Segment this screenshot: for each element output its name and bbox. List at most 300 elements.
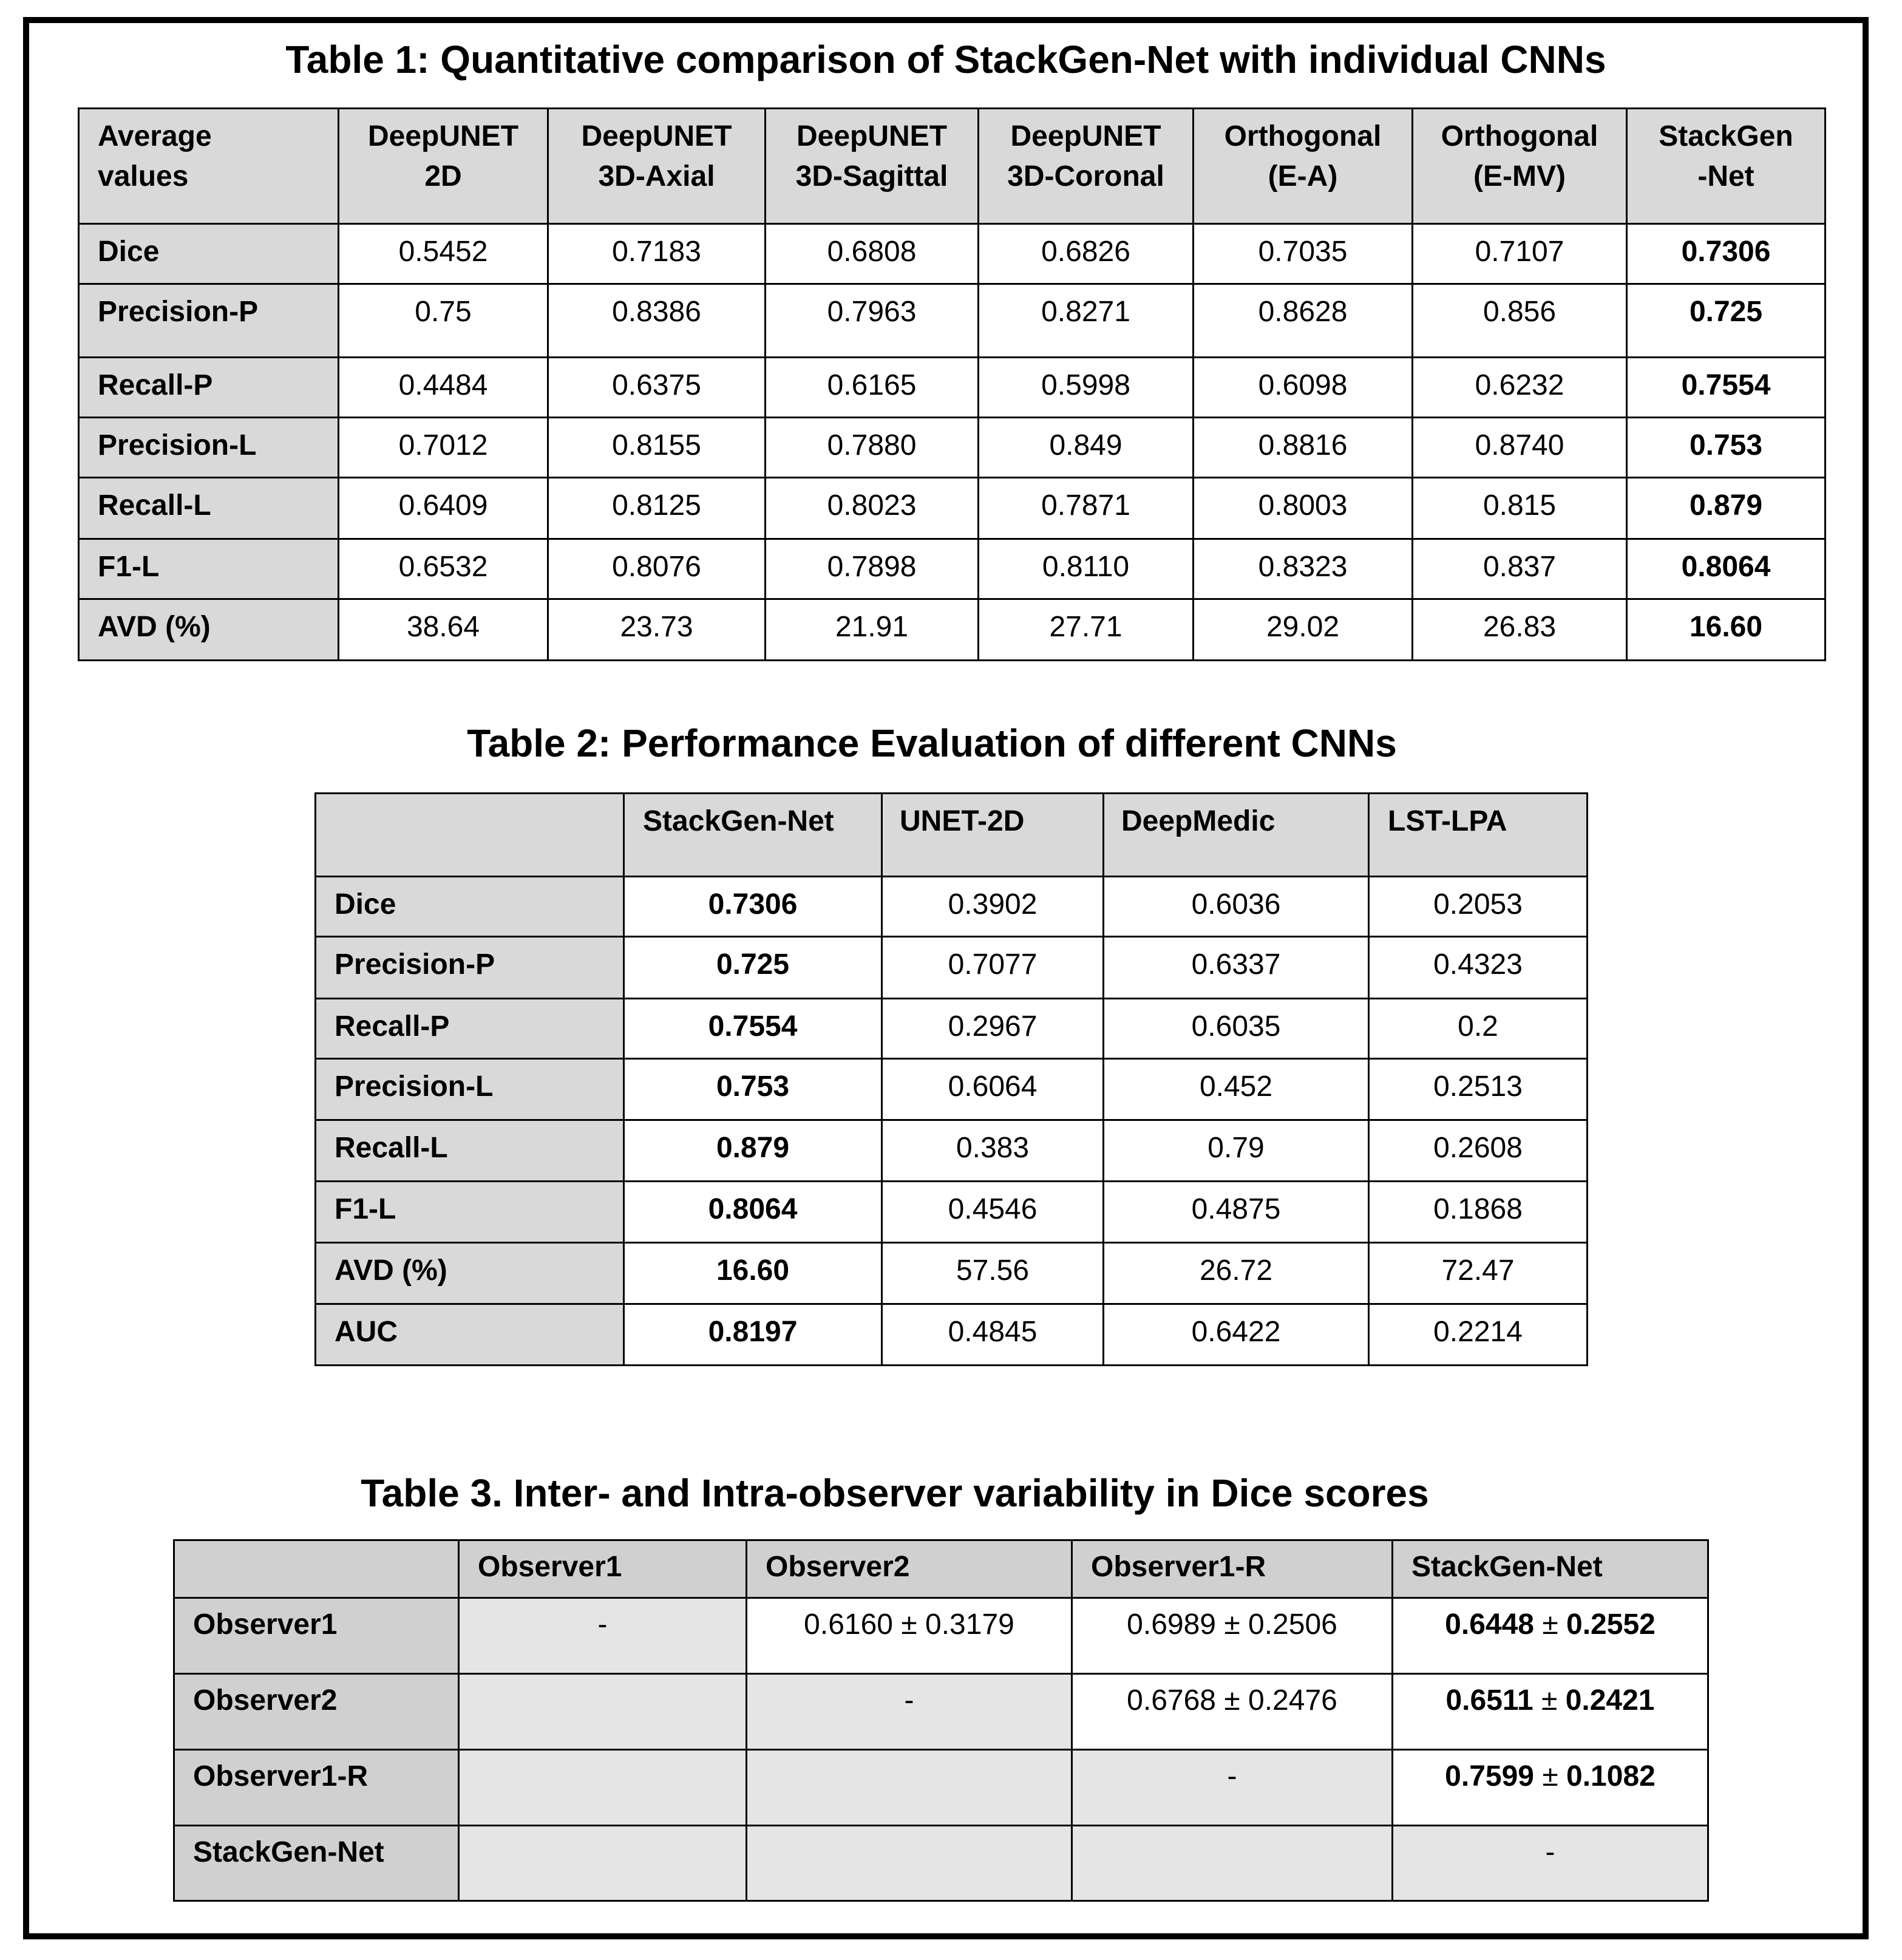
plus-minus-symbol: ±	[1224, 1608, 1240, 1641]
table3-empty-cell	[747, 1750, 1072, 1826]
cell-value: 0.8628	[1258, 296, 1348, 328]
table1-cell	[1194, 539, 1413, 599]
cell-value: 16.60	[1689, 611, 1763, 643]
cell-value: 0.7077	[948, 948, 1038, 981]
table2-cell	[1104, 1059, 1369, 1120]
cell-value: 0.725	[1689, 296, 1763, 328]
cell-value: 0.2967	[948, 1010, 1038, 1043]
cell-value: 0.753	[716, 1070, 790, 1103]
row-label-text: Precision-L	[98, 429, 257, 461]
table2-row-label	[316, 1059, 624, 1120]
cell-value: 0.6098	[1258, 369, 1348, 401]
cell-value: 0.815	[1483, 489, 1557, 522]
header-line: 3D-Axial	[598, 160, 715, 192]
table2-cell	[882, 1304, 1104, 1366]
row-label-text: Dice	[98, 236, 160, 268]
cell-value: 0.7554	[1681, 369, 1771, 401]
table1-cell	[1413, 224, 1627, 284]
cell-value: 0.1868	[1433, 1193, 1523, 1225]
table2-cell	[1104, 1243, 1369, 1304]
table1-row	[79, 418, 1826, 478]
table3-cell	[1072, 1598, 1393, 1674]
cell-value: 0.8003	[1258, 489, 1348, 522]
cell-value: 0.849	[1049, 429, 1123, 461]
table1-row-label	[79, 224, 339, 284]
table1-col-header	[1627, 109, 1826, 224]
header-line: -Net	[1697, 160, 1754, 192]
cell-value: 0.4845	[948, 1316, 1038, 1348]
table1-cell	[548, 599, 766, 661]
table3-title: Table 3. Inter- and Intra-observer variability in Dice scores	[361, 1471, 1429, 1515]
dash: -	[597, 1608, 608, 1641]
table1-cell	[1627, 284, 1826, 358]
table3-diagonal-cell	[747, 1674, 1072, 1750]
table1-row	[79, 284, 1826, 358]
table1-cell	[1413, 539, 1627, 599]
row-label-text: F1-L	[98, 551, 160, 583]
row-label-text: Recall-P	[335, 1010, 450, 1043]
sd-value: 0.2421	[1565, 1684, 1655, 1717]
dash: -	[1227, 1760, 1237, 1792]
table2-col-header: DeepMedic	[1104, 794, 1369, 877]
cell-value: 26.83	[1483, 611, 1557, 643]
sd-value: 0.2476	[1248, 1684, 1337, 1717]
table3-row	[174, 1750, 1708, 1826]
table2-cell	[1104, 1120, 1369, 1182]
table3-col-header: Observer1	[459, 1540, 747, 1598]
table3-row	[174, 1826, 1708, 1901]
table1-cell	[979, 599, 1194, 661]
table1-row-label	[79, 358, 339, 418]
row-label-text: Recall-P	[98, 369, 213, 401]
cell-value: 0.8323	[1258, 551, 1348, 583]
cell-value: 0.4484	[398, 369, 488, 401]
table2-cell	[624, 999, 882, 1059]
cell-value: 0.383	[956, 1132, 1030, 1164]
table2-cell	[624, 1120, 882, 1182]
cell-value: 0.8386	[612, 296, 701, 328]
cell-value: 0.2214	[1433, 1316, 1523, 1348]
header-line: StackGen	[1659, 120, 1793, 152]
table2-cell	[882, 1243, 1104, 1304]
plus-minus-symbol: ±	[1541, 1684, 1558, 1717]
row-label-text: Recall-L	[98, 489, 211, 522]
header-line: Orthogonal	[1224, 120, 1382, 152]
row-label-text: Precision-L	[335, 1070, 494, 1103]
table1-row	[79, 224, 1826, 284]
header-line: 3D-Sagittal	[795, 160, 948, 192]
table1-cell	[979, 478, 1194, 539]
cell-value: 27.71	[1049, 611, 1123, 643]
cell-value: 0.879	[716, 1132, 790, 1164]
table1-cell	[1194, 358, 1413, 418]
cell-value: 26.72	[1199, 1254, 1273, 1287]
table1-header-row	[79, 109, 1826, 224]
table2-cell	[624, 937, 882, 999]
table1-col-header	[979, 109, 1194, 224]
table1-cell	[339, 599, 548, 661]
table2-row-label	[316, 877, 624, 937]
table1-cell	[979, 418, 1194, 478]
table1-cell	[979, 539, 1194, 599]
plus-minus-symbol: ±	[1542, 1760, 1558, 1792]
sd-value: 0.2506	[1248, 1608, 1337, 1641]
cell-value: 0.2	[1458, 1010, 1498, 1043]
table1-cell	[548, 418, 766, 478]
table3	[173, 1539, 1709, 1902]
table2-cell	[1369, 1243, 1588, 1304]
table2-col-header: UNET-2D	[882, 794, 1104, 877]
table2-row	[316, 1304, 1588, 1366]
cell-value: 0.3902	[948, 888, 1038, 920]
table1-cell	[339, 418, 548, 478]
table2-cell	[1369, 999, 1588, 1059]
header-line: Orthogonal	[1441, 120, 1598, 152]
row-label-text: AVD (%)	[98, 611, 211, 643]
table1-cell	[1413, 599, 1627, 661]
table1-cell	[1627, 539, 1826, 599]
table1-cell	[1194, 418, 1413, 478]
cell-value: 0.6532	[398, 551, 488, 583]
table3-cell	[1072, 1674, 1393, 1750]
table2-cell	[1104, 877, 1369, 937]
table2-cell	[882, 877, 1104, 937]
table2-col-header: StackGen-Net	[624, 794, 882, 877]
table1-row	[79, 539, 1826, 599]
table1	[78, 107, 1826, 661]
table2-row	[316, 877, 1588, 937]
table3-diagonal-cell	[459, 1598, 747, 1674]
cell-value: 0.7306	[1681, 236, 1771, 268]
cell-value: 0.8740	[1475, 429, 1564, 461]
dash: -	[904, 1684, 914, 1717]
table2-header-row	[316, 794, 1588, 877]
mean-value: 0.6768	[1127, 1684, 1216, 1717]
table3-empty-cell	[747, 1826, 1072, 1901]
cell-value: 0.8110	[1042, 551, 1130, 583]
table1-cell	[766, 358, 979, 418]
table1-cell	[548, 358, 766, 418]
sd-value: 0.3179	[925, 1608, 1014, 1641]
table3-cell	[1393, 1598, 1708, 1674]
cell-value: 21.91	[835, 611, 909, 643]
cell-value: 0.7871	[1041, 489, 1130, 522]
table3-row-label	[174, 1598, 459, 1674]
row-label-text: StackGen-Net	[193, 1836, 384, 1868]
table2-row	[316, 1182, 1588, 1243]
header-line: DeepUNET	[1010, 120, 1161, 152]
header-line: (E-A)	[1268, 160, 1338, 192]
table2-cell	[1104, 1304, 1369, 1366]
table1-cell	[766, 599, 979, 661]
table3-col-header: StackGen-Net	[1393, 1540, 1708, 1598]
row-label-text: Precision-P	[98, 296, 259, 328]
dash: -	[1545, 1836, 1555, 1868]
table2-col-header: LST-LPA	[1369, 794, 1588, 877]
table2-cell	[882, 999, 1104, 1059]
table2-cell	[624, 1182, 882, 1243]
table2-cell	[624, 1243, 882, 1304]
table1-cell	[1413, 358, 1627, 418]
cell-value: 0.7035	[1258, 236, 1348, 268]
table2-row-label	[316, 1182, 624, 1243]
cell-value: 29.02	[1266, 611, 1340, 643]
table2	[314, 792, 1588, 1366]
table1-cell	[1413, 284, 1627, 358]
cell-value: 0.7554	[708, 1010, 798, 1043]
table2-cell	[882, 1120, 1104, 1182]
row-label-text: Dice	[335, 888, 396, 920]
cell-value: 0.4546	[948, 1193, 1038, 1225]
cell-value: 0.6035	[1191, 1010, 1281, 1043]
cell-value: 16.60	[716, 1254, 790, 1287]
cell-value: 0.7107	[1475, 236, 1564, 268]
plus-minus-symbol: ±	[1224, 1684, 1240, 1717]
header-line: 2D	[424, 160, 462, 192]
table1-col-header	[1194, 109, 1413, 224]
table1-cell	[979, 224, 1194, 284]
table2-row-label	[316, 937, 624, 999]
table3-col-header: Observer2	[747, 1540, 1072, 1598]
table2-cell	[624, 877, 882, 937]
cell-value: 0.6808	[827, 236, 917, 268]
table1-col-header	[1413, 109, 1627, 224]
cell-value: 0.2053	[1433, 888, 1523, 920]
mean-value: 0.6989	[1127, 1608, 1216, 1641]
row-label-text: F1-L	[335, 1193, 396, 1225]
table2-cell	[882, 1182, 1104, 1243]
cell-value: 0.8155	[612, 429, 701, 461]
table1-cell	[766, 539, 979, 599]
table2-row-label	[316, 1120, 624, 1182]
table2-row	[316, 1120, 1588, 1182]
table2-cell	[1104, 937, 1369, 999]
cell-value: 0.6036	[1191, 888, 1281, 920]
sd-value: 0.1082	[1566, 1760, 1656, 1792]
table1-cell	[979, 284, 1194, 358]
table1-body	[79, 224, 1826, 661]
row-label-text: Recall-L	[335, 1132, 448, 1164]
table1-cell	[766, 224, 979, 284]
cell-value: 0.2513	[1433, 1070, 1523, 1103]
table2-row	[316, 1243, 1588, 1304]
table1-cell	[548, 539, 766, 599]
cell-value: 0.725	[716, 948, 790, 981]
table3-corner-header	[174, 1540, 459, 1598]
table3-empty-cell	[459, 1750, 747, 1826]
header-line: 3D-Coronal	[1007, 160, 1164, 192]
table2-title: Table 2: Performance Evaluation of different CNNs	[467, 721, 1397, 765]
table1-col-header	[548, 109, 766, 224]
cell-value: 23.73	[620, 611, 693, 643]
table1-cell	[1194, 599, 1413, 661]
table1-cell	[766, 478, 979, 539]
cell-value: 0.7306	[708, 888, 798, 920]
table3-col-header: Observer1-R	[1072, 1540, 1393, 1598]
sd-value: 0.2552	[1566, 1608, 1656, 1641]
table1-row-label	[79, 418, 339, 478]
table3-diagonal-cell	[1072, 1750, 1393, 1826]
table2-cell	[1369, 937, 1588, 999]
table1-cell	[1194, 284, 1413, 358]
table3-empty-cell	[459, 1674, 747, 1750]
table1-title: Table 1: Quantitative comparison of StackGen-Net with individual CNNs	[285, 38, 1606, 81]
mean-value: 0.6448	[1445, 1608, 1534, 1641]
cell-value: 0.8076	[612, 551, 701, 583]
cell-value: 0.5452	[398, 236, 488, 268]
cell-value: 0.75	[415, 296, 472, 328]
row-label-text: AVD (%)	[335, 1254, 447, 1287]
cell-value: 0.8125	[612, 489, 701, 522]
table2-cell	[1104, 999, 1369, 1059]
header-line: DeepUNET	[367, 120, 519, 152]
cell-value: 0.7880	[827, 429, 917, 461]
cell-value: 0.7183	[612, 236, 701, 268]
table3-row-label	[174, 1826, 459, 1901]
cell-value: 0.79	[1207, 1132, 1265, 1164]
cell-value: 0.8197	[708, 1316, 798, 1348]
table1-cell	[548, 284, 766, 358]
table1-row-label	[79, 284, 339, 358]
table1-col-header	[339, 109, 548, 224]
table3-row	[174, 1598, 1708, 1674]
table1-corner-header	[79, 109, 339, 224]
table2-body	[316, 877, 1588, 1366]
cell-value: 0.6064	[948, 1070, 1038, 1103]
cell-value: 0.8064	[708, 1193, 798, 1225]
table1-cell	[339, 284, 548, 358]
table2-cell	[882, 937, 1104, 999]
table1-cell	[1413, 418, 1627, 478]
table1-cell	[1627, 599, 1826, 661]
cell-value: 38.64	[406, 611, 480, 643]
table3-cell	[747, 1598, 1072, 1674]
table2-row-label	[316, 999, 624, 1059]
table1-cell	[1627, 478, 1826, 539]
table3-row-label	[174, 1674, 459, 1750]
table2-row-label	[316, 1304, 624, 1366]
table3-row-label	[174, 1750, 459, 1826]
cell-value: 0.8271	[1041, 296, 1130, 328]
cell-value: 0.6232	[1475, 369, 1564, 401]
row-label-text: Precision-P	[335, 948, 495, 981]
cell-value: 0.7898	[827, 551, 917, 583]
table1-col-header	[766, 109, 979, 224]
cell-value: 0.6409	[398, 489, 488, 522]
header-line: Average	[98, 120, 212, 152]
table1-row	[79, 358, 1826, 418]
plus-minus-symbol: ±	[901, 1608, 917, 1641]
table3-body	[174, 1598, 1708, 1901]
table3-empty-cell	[1072, 1826, 1393, 1901]
table2-cell	[882, 1059, 1104, 1120]
table1-cell	[339, 539, 548, 599]
header-line: (E-MV)	[1473, 160, 1566, 192]
cell-value: 0.8816	[1258, 429, 1348, 461]
mean-value: 0.6160	[804, 1608, 893, 1641]
table1-row	[79, 599, 1826, 661]
cell-value: 0.8064	[1681, 551, 1771, 583]
row-label-text: Observer2	[193, 1684, 338, 1717]
table3-diagonal-cell	[1393, 1826, 1708, 1901]
table1-cell	[548, 478, 766, 539]
table1-cell	[766, 284, 979, 358]
table1-cell	[766, 418, 979, 478]
cell-value: 0.8023	[827, 489, 917, 522]
table1-cell	[1194, 224, 1413, 284]
plus-minus-symbol: ±	[1542, 1608, 1558, 1641]
table2-row	[316, 937, 1588, 999]
table1-cell	[339, 358, 548, 418]
table3-cell	[1393, 1750, 1708, 1826]
table1-cell	[1627, 224, 1826, 284]
table1-cell	[339, 478, 548, 539]
cell-value: 0.5998	[1041, 369, 1130, 401]
table2-cell	[624, 1304, 882, 1366]
table2-cell	[1369, 1059, 1588, 1120]
header-line: DeepUNET	[581, 120, 732, 152]
table2-cell	[1369, 1304, 1588, 1366]
table1-cell	[1194, 478, 1413, 539]
cell-value: 0.2608	[1433, 1132, 1523, 1164]
cell-value: 0.4323	[1433, 948, 1523, 981]
table1-cell	[339, 224, 548, 284]
cell-value: 0.753	[1689, 429, 1763, 461]
table2-cell	[1369, 877, 1588, 937]
table1-row-label	[79, 478, 339, 539]
cell-value: 0.4875	[1191, 1193, 1281, 1225]
table2-cell	[624, 1059, 882, 1120]
cell-value: 0.452	[1199, 1070, 1273, 1103]
cell-value: 0.7012	[398, 429, 488, 461]
cell-value: 0.6422	[1191, 1316, 1281, 1348]
table1-cell	[548, 224, 766, 284]
row-label-text: Observer1	[193, 1608, 338, 1641]
table2-cell	[1369, 1182, 1588, 1243]
table2-row	[316, 999, 1588, 1059]
table2-corner-header	[316, 794, 624, 877]
table3-header-row	[174, 1540, 1708, 1598]
cell-value: 0.856	[1483, 296, 1557, 328]
cell-value: 0.6165	[827, 369, 917, 401]
table3-cell	[1393, 1674, 1708, 1750]
header-line: values	[98, 160, 189, 192]
table1-cell	[979, 358, 1194, 418]
table2-cell	[1369, 1120, 1588, 1182]
row-label-text: Observer1-R	[193, 1760, 369, 1792]
table1-cell	[1627, 418, 1826, 478]
table1-row	[79, 478, 1826, 539]
cell-value: 0.837	[1483, 551, 1557, 583]
table3-empty-cell	[459, 1826, 747, 1901]
table1-cell	[1627, 358, 1826, 418]
mean-value: 0.7599	[1445, 1760, 1534, 1792]
table2-row-label	[316, 1243, 624, 1304]
cell-value: 0.6375	[612, 369, 701, 401]
table1-row-label	[79, 599, 339, 661]
cell-value: 0.6337	[1191, 948, 1281, 981]
header-line: DeepUNET	[796, 120, 948, 152]
table3-row	[174, 1674, 1708, 1750]
cell-value: 72.47	[1441, 1254, 1515, 1287]
cell-value: 0.7963	[827, 296, 917, 328]
cell-value: 0.879	[1689, 489, 1763, 522]
table1-row-label	[79, 539, 339, 599]
table1-cell	[1413, 478, 1627, 539]
cell-value: 57.56	[956, 1254, 1030, 1287]
row-label-text: AUC	[335, 1316, 398, 1348]
table2-cell	[1104, 1182, 1369, 1243]
